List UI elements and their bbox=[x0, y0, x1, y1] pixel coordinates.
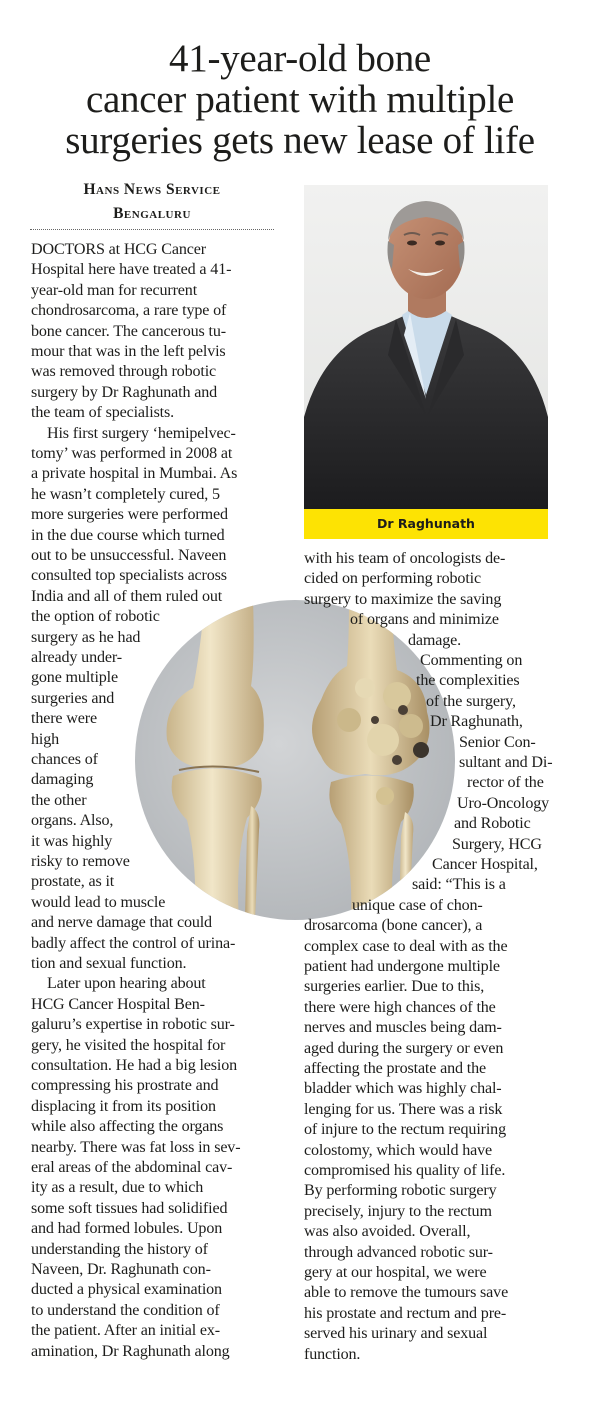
article-line: bone cancer. The cancerous tu- bbox=[31, 322, 226, 340]
article-line: organs. Also, bbox=[31, 812, 114, 830]
article-line: with his team of oncologists de- bbox=[304, 550, 506, 567]
article-line: Surgery, HCG bbox=[452, 835, 542, 853]
article-line: served his urinary and sexual bbox=[304, 1325, 488, 1343]
article-line: to understand the condition of bbox=[31, 1301, 220, 1319]
article-line: the patient. After an initial ex- bbox=[31, 1322, 220, 1340]
article-line: nearby. There was fat loss in sev- bbox=[31, 1138, 241, 1156]
article-line: was also avoided. Overall, bbox=[304, 1223, 471, 1241]
article-line: ducted a physical examination bbox=[31, 1281, 222, 1299]
article-line: the option of robotic bbox=[31, 608, 160, 626]
article-line: ity as a result, due to which bbox=[31, 1179, 204, 1197]
article-line: would lead to muscle bbox=[31, 893, 166, 911]
byline bbox=[30, 178, 274, 226]
article-line: patient had undergone multiple bbox=[304, 958, 500, 975]
article-line: colostomy, which would have bbox=[304, 1141, 492, 1159]
article-line: damaging bbox=[31, 771, 94, 789]
article-line: amination, Dr Raghunath along bbox=[31, 1342, 230, 1360]
article-line: he wasn’t completely cured, 5 bbox=[31, 485, 220, 503]
article-line: chances of bbox=[31, 751, 98, 768]
article-line: tomy’ was performed in 2008 at bbox=[31, 445, 233, 462]
headline bbox=[18, 38, 582, 161]
article-line: His first surgery ‘hemipelvec- bbox=[47, 424, 236, 442]
article-line: DOCTORS at HCG Cancer bbox=[31, 241, 206, 258]
article-line: of the surgery, bbox=[426, 692, 516, 710]
article-line: surgery as he had bbox=[31, 628, 141, 646]
article-line: By performing robotic surgery bbox=[304, 1182, 497, 1200]
article-line: there were high chances of the bbox=[304, 998, 496, 1016]
article-line: chondrosarcoma, a rare type of bbox=[31, 302, 227, 320]
headline-line: surgeries gets new lease of life bbox=[65, 119, 535, 162]
article-line: able to remove the tumours save bbox=[304, 1284, 509, 1302]
article-line: displacing it from its position bbox=[31, 1097, 216, 1115]
article-line: it was highly bbox=[31, 832, 113, 850]
article-line: badly affect the control of urina- bbox=[31, 934, 236, 952]
article-line: the complexities bbox=[416, 672, 520, 690]
article-line: surgery by Dr Raghunath and bbox=[31, 383, 218, 401]
article-line: mour that was in the left pelvis bbox=[31, 343, 226, 360]
article-line: sultant and Di- bbox=[459, 754, 553, 771]
article-line: understanding the history of bbox=[31, 1240, 208, 1258]
article-line: of injure to the rectum requiring bbox=[304, 1121, 506, 1139]
byline-service: Hans News Service bbox=[83, 181, 221, 198]
article-line: surgeries earlier. Due to this, bbox=[304, 978, 485, 996]
article-line: risky to remove bbox=[31, 853, 130, 870]
article-line: surgeries and bbox=[31, 689, 115, 707]
headline-line: cancer patient with multiple bbox=[85, 78, 515, 121]
article-line: function. bbox=[304, 1345, 361, 1363]
article-line: Naveen, Dr. Raghunath con- bbox=[31, 1261, 211, 1278]
article-line: unique case of chon- bbox=[352, 896, 483, 914]
article-line: in the due course which turned bbox=[31, 526, 225, 544]
article-line: his prostate and rectum and pre- bbox=[304, 1304, 507, 1322]
article-line: through advanced robotic sur- bbox=[304, 1243, 493, 1261]
article-line: the team of specialists. bbox=[31, 404, 174, 422]
article-line: some soft tissues had solidified bbox=[31, 1199, 228, 1217]
headline-line: 41-year-old bone bbox=[169, 37, 431, 80]
article-line: consulted top specialists across bbox=[31, 567, 227, 585]
byline-location: Bengaluru bbox=[113, 205, 191, 222]
article-line: and had formed lobules. Upon bbox=[31, 1220, 223, 1238]
article-line: Senior Con- bbox=[459, 733, 536, 751]
article-line: bladder which was highly chal- bbox=[304, 1080, 502, 1098]
article-line: said: “This is a bbox=[412, 876, 506, 894]
article-line: galuru’s expertise in robotic sur- bbox=[31, 1016, 235, 1034]
article-line: prostate, as it bbox=[31, 873, 115, 891]
article-line: nerves and muscles being dam- bbox=[304, 1019, 502, 1037]
article-line: high bbox=[31, 730, 60, 748]
article-line: eral areas of the abdominal cav- bbox=[31, 1159, 233, 1176]
article-line: year-old man for recurrent bbox=[31, 281, 198, 299]
article-line: HCG Cancer Hospital Ben- bbox=[31, 995, 205, 1013]
knee-illustration bbox=[135, 600, 455, 920]
article-line: gone multiple bbox=[31, 669, 118, 687]
article-line: compromised his quality of life. bbox=[304, 1162, 506, 1179]
article-line: out to be unsuccessful. Naveen bbox=[31, 547, 227, 564]
article-line: Later upon hearing about bbox=[47, 975, 206, 993]
portrait-photo bbox=[304, 185, 548, 509]
article-line: damage. bbox=[408, 631, 462, 649]
article-line: India and all of them ruled out bbox=[31, 587, 223, 605]
article-line: Dr Raghunath, bbox=[430, 713, 523, 731]
article-line: more surgeries were performed bbox=[31, 506, 228, 524]
photo-caption: Dr Raghunath bbox=[304, 509, 548, 539]
article-line: there were bbox=[31, 710, 97, 728]
byline-divider bbox=[30, 229, 274, 230]
article-line: complex case to deal with as the bbox=[304, 937, 508, 955]
article-line: Cancer Hospital, bbox=[432, 856, 538, 873]
article-line: cided on performing robotic bbox=[304, 570, 481, 588]
article-line: already under- bbox=[31, 649, 122, 666]
article-line: surgery to maximize the saving bbox=[304, 590, 502, 608]
article-line: and Robotic bbox=[454, 815, 531, 833]
article-line: a private hospital in Mumbai. As bbox=[31, 465, 238, 483]
article-line: Commenting on bbox=[420, 652, 523, 669]
article-line: gery, he visited the hospital for bbox=[31, 1036, 226, 1054]
article-line: precisely, injury to the rectum bbox=[304, 1202, 492, 1220]
article-line: rector of the bbox=[467, 774, 544, 792]
article-line: tion and sexual function. bbox=[31, 955, 187, 972]
article-line: of organs and minimize bbox=[350, 611, 499, 629]
article-line: while also affecting the organs bbox=[31, 1118, 224, 1136]
article-line: affecting the prostate and the bbox=[304, 1060, 486, 1077]
article-line: compressing his prostrate and bbox=[31, 1077, 219, 1095]
article-line: Uro-Oncology bbox=[457, 794, 550, 812]
knee-bone-illustration-icon bbox=[135, 600, 455, 920]
portrait-photo-icon bbox=[304, 185, 548, 509]
article-line: drosarcoma (bone cancer), a bbox=[304, 917, 483, 935]
article-line: lenging for us. There was a risk bbox=[304, 1100, 503, 1118]
article-line: gery at our hospital, we were bbox=[304, 1264, 487, 1281]
article-line: was removed through robotic bbox=[31, 363, 217, 381]
article-line: Hospital here have treated a 41- bbox=[31, 261, 232, 279]
article-line: the other bbox=[31, 791, 87, 809]
article-line: consultation. He had a big lesion bbox=[31, 1057, 238, 1074]
article-line: aged during the surgery or even bbox=[304, 1039, 504, 1057]
article-line: and nerve damage that could bbox=[31, 914, 212, 932]
